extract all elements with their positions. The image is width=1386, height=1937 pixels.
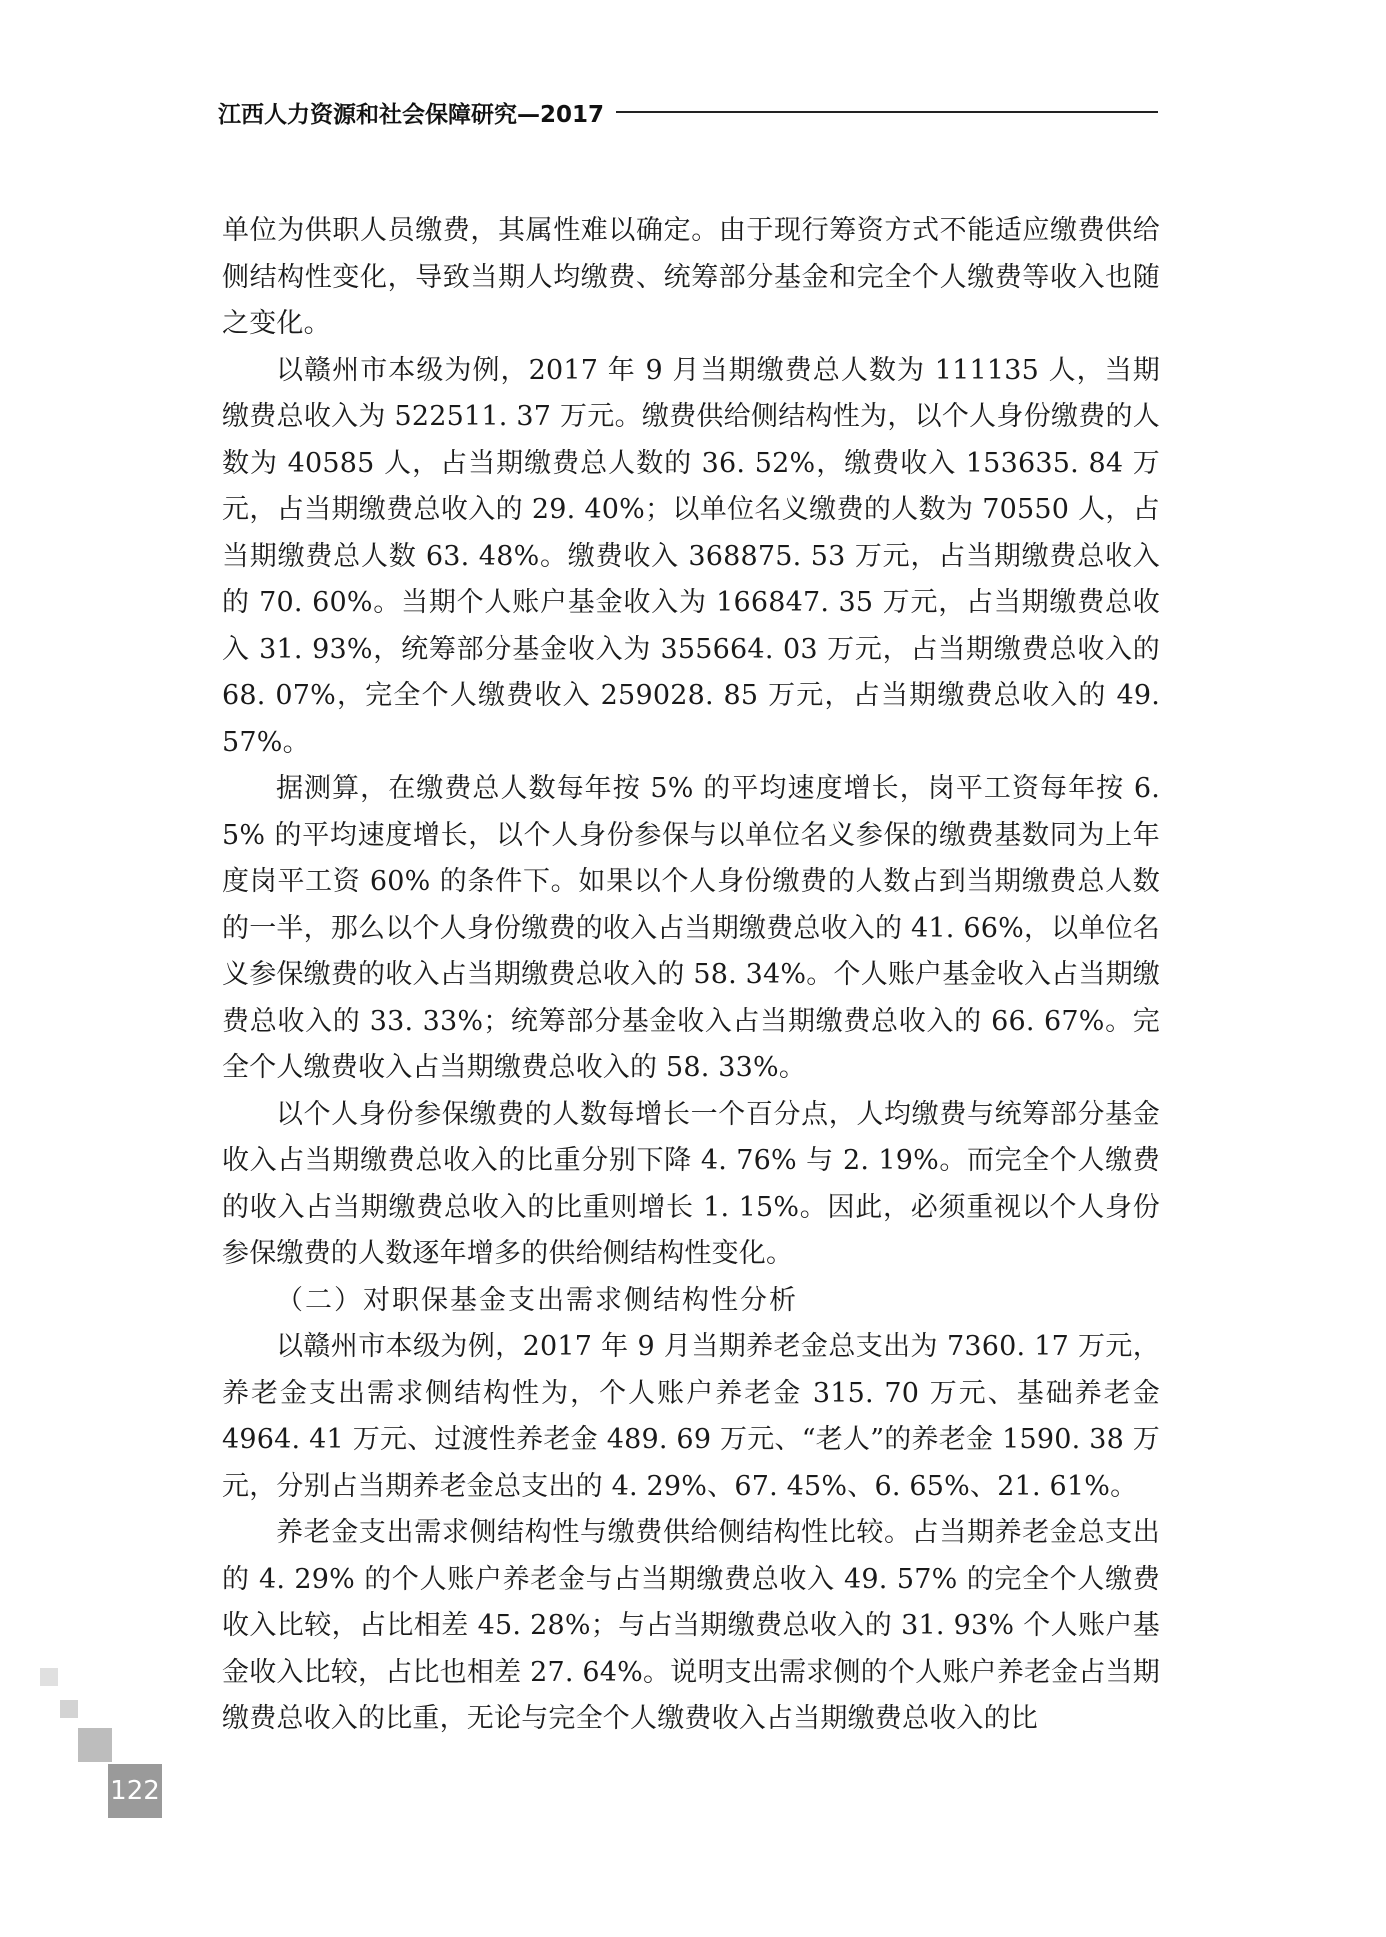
paragraph: 据测算，在缴费总人数每年按 5% 的平均速度增长，岗平工资每年按 6. 5% 的平均速度增长，以个人身份参保与以单位名义参保的缴费基数同为上年度岗平工资 60% 的条件下。如果以个人身份缴费的人数占到当期缴费总人数的一半，那么以个人身份缴费的收入占当期缴费总收入的 41. 66%，以单位名义参保缴费的收入占当期缴费总收入的 58. 34%。个人账户基金收入占当期缴费总收入的 33. 33%；统筹部分基金收入占当期缴费总收入的 66. 67%。完全个人缴费收入占当期缴费总收入的 58. 33%。 [222,773,1160,1083]
paragraph: 以赣州市本级为例，2017 年 9 月当期缴费总人数为 111135 人，当期缴费总收入为 522511. 37 万元。缴费供给侧结构性为，以个人身份缴费的人数为 40585 人，占当期缴费总人数的 36. 52%，缴费收入 153635. 84 万元，占当期缴费总收入的 29. 40%；以单位名义缴费的人数为 70550 人，占当期缴费总人数 63. 48%。缴费收入 368875. 53 万元，占当期缴费总收入的 70. 60%。当期个人账户基金收入为 166847. 35 万元，占当期缴费总收入 31. 93%，统筹部分基金收入为 355664. 03 万元，占当期缴费总收入的 68. 07%，完全个人缴费收入 259028. 85 万元，占当期缴费总收入的 49. 57%。 [222,354,1160,758]
body-text [222,208,1160,1743]
section-subheading: （二）对职保基金支出需求侧结构性分析 [276,1284,798,1316]
paragraph: 养老金支出需求侧结构性与缴费供给侧结构性比较。占当期养老金总支出的 4. 29% 的个人账户养老金与占当期缴费总收入 49. 57% 的完全个人缴费收入比较，占比相差 45. 28%；与占当期缴费总收入的 31. 93% 个人账户基金收入比较，占比也相差 27. 64%。说明支出需求侧的个人账户养老金占当期缴费总收入的比重，无论与完全个人缴费收入占当期缴费总收入的比 [222,1517,1160,1734]
decorative-square [40,1668,58,1686]
paragraph: 单位为供职人员缴费，其属性难以确定。由于现行筹资方式不能适应缴费供给侧结构性变化，导致当期人均缴费、统筹部分基金和完全个人缴费等收入也随之变化。 [222,215,1160,339]
decorative-square [78,1728,112,1762]
running-title: 江西人力资源和社会保障研究—2017 [218,101,605,128]
running-head [218,94,1158,130]
paragraph: 以个人身份参保缴费的人数每增长一个百分点，人均缴费与统筹部分基金收入占当期缴费总收入的比重分别下降 4. 76% 与 2. 19%。而完全个人缴费的收入占当期缴费总收入的比重则增长 1. 15%。因此，必须重视以个人身份参保缴费的人数逐年增多的供给侧结构性变化。 [222,1098,1160,1269]
header-rule [616,111,1158,113]
page-number: 122 [108,1764,162,1818]
decorative-square [60,1700,78,1718]
paragraph: 以赣州市本级为例，2017 年 9 月当期养老金总支出为 7360. 17 万元，养老金支出需求侧结构性为，个人账户养老金 315. 70 万元、基础养老金 4964. 41 万元、过渡性养老金 489. 69 万元、“老人”的养老金 1590. 38 万元，分别占当期养老金总支出的 4. 29%、67. 45%、6. 65%、21. 61%。 [222,1331,1160,1502]
